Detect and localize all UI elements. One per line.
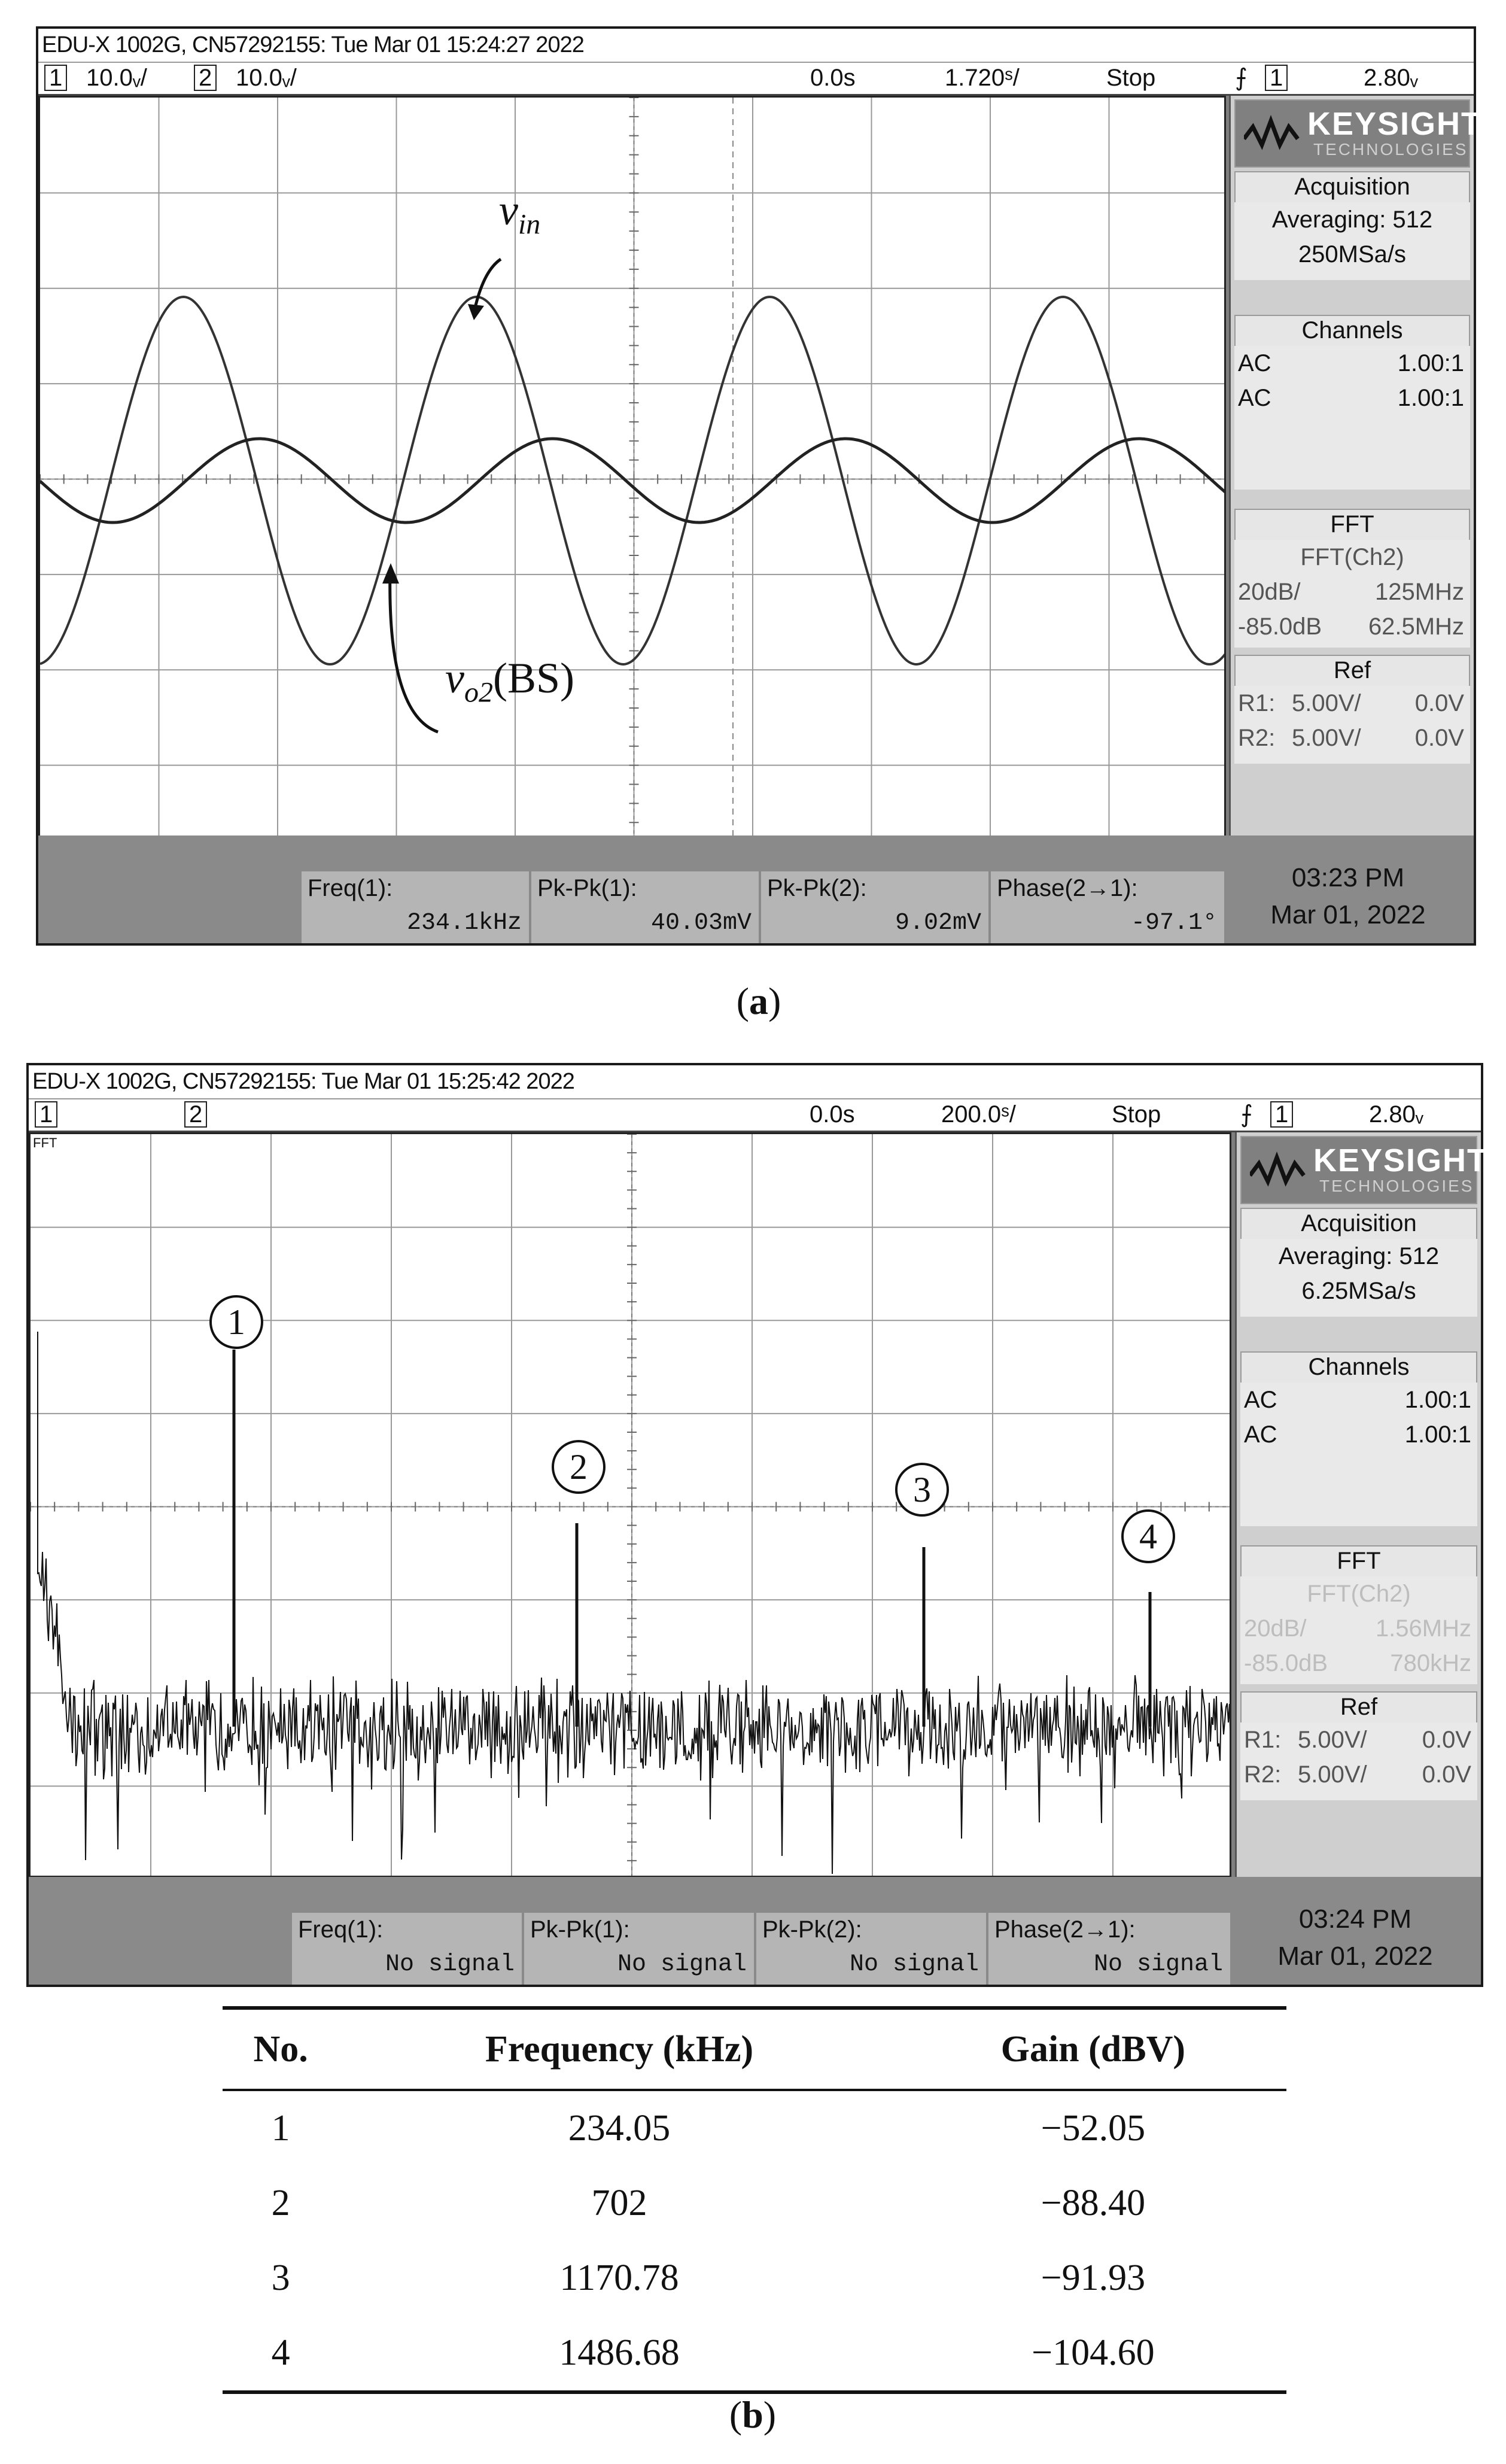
meas-freq[interactable]: Freq(1): 234.1kHz — [302, 871, 529, 943]
table-row: 4 1486.68 −104.60 — [223, 2316, 1286, 2392]
col-no: No. — [223, 2008, 339, 2090]
channels-header[interactable]: Channels — [1240, 1351, 1477, 1384]
run-state[interactable]: Stop — [1112, 1101, 1161, 1128]
oscilloscope-screen-b — [26, 1063, 1489, 1987]
time-offset: 0.0s — [810, 65, 856, 91]
col-gain: Gain (dBV) — [900, 2008, 1286, 2090]
caption-b: (b) — [729, 2393, 777, 2436]
oscilloscope-screen-a — [36, 26, 1483, 946]
table-row: 2 702 −88.40 — [271, 2183, 1146, 2223]
ref-header[interactable]: Ref — [1240, 1691, 1477, 1724]
measurement-bar — [29, 1877, 1481, 1985]
meas-pkpk1[interactable]: Pk-Pk(1): 40.03mV — [531, 871, 759, 943]
status-bar: 1 2 0.0s 200.0ˢ/ Stop ⨍ 1 2.80ᵥ — [29, 1098, 1481, 1132]
channels-body: AC 1.00:1 AC 1.00:1 — [1240, 1383, 1477, 1526]
ref-body: R1: 5.00V/ 0.0V R2: 5.00V/ 0.0V — [1240, 1722, 1477, 1800]
acq-mode: Averaging: 512 — [1271, 206, 1433, 233]
meas-phase[interactable]: Phase(2→1): No signal — [988, 1913, 1230, 1985]
meas-phase[interactable]: Phase(2→1): -97.1° — [991, 871, 1224, 943]
clock: 03:24 PM Mar 01, 2022 — [1277, 1904, 1433, 1971]
fft-marker: FFT — [33, 1135, 57, 1150]
fft-display[interactable] — [29, 1132, 1231, 1877]
acq-rate: 250MSa/s — [1298, 241, 1407, 268]
side-panel — [1235, 1132, 1489, 1877]
ref-body: R1: 5.00V/ 0.0V R2: 5.00V/ 0.0V — [1234, 686, 1470, 764]
acquisition-body — [1240, 1239, 1477, 1317]
ch2-scale: 10.0ᵥ/ — [236, 65, 297, 91]
vin-label: $v_{in}$ — [499, 186, 541, 241]
acq-mode: Averaging: 512 — [1278, 1243, 1440, 1269]
scope-title: EDU-X 1002G, CN57292155: Tue Mar 01 15:25:42 2022 — [29, 1065, 1481, 1098]
status-bar: 1 10.0ᵥ/ 2 10.0ᵥ/ 0.0s 1.720ˢ/ Stop ⨍ 1 2.80ᵥ — [38, 62, 1474, 96]
ch1-scale: 10.0ᵥ/ — [86, 65, 147, 91]
meas-pkpk1[interactable]: Pk-Pk(1): No signal — [524, 1913, 754, 1985]
fft-body: FFT(Ch2) 20dB/ 125MHz -85.0dB 62.5MHz — [1234, 540, 1470, 648]
acquisition-header[interactable]: Acquisition — [1234, 171, 1470, 203]
scope-title: EDU-X 1002G, CN57292155: Tue Mar 01 15:24:27 2022 — [38, 29, 1474, 62]
trigger-edge-icon: ⨍ — [1240, 1101, 1253, 1128]
trigger-edge-icon: ⨍ — [1235, 65, 1248, 91]
table-header-row — [223, 2008, 1286, 2090]
side-panel — [1229, 96, 1483, 859]
meas-pkpk2[interactable]: Pk-Pk(2): 9.02mV — [761, 871, 988, 943]
col-frequency: Frequency (kHz) — [339, 2008, 900, 2090]
caption-a: (a) — [736, 980, 781, 1022]
waveform-plot — [40, 98, 1226, 859]
channels-header[interactable]: Channels — [1234, 315, 1470, 347]
table-row: 1 234.05 −52.05 — [271, 2108, 1146, 2149]
measurement-bar — [38, 835, 1474, 943]
acquisition-header[interactable]: Acquisition — [1240, 1208, 1477, 1240]
acq-rate: 6.25MSa/s — [1301, 1278, 1416, 1304]
time-scale: 200.0ˢ/ — [941, 1101, 1016, 1128]
peak-marker-2: 2 — [552, 1440, 606, 1494]
harmonics-table — [223, 2006, 1286, 2394]
keysight-logo: KEYSIGHT TECHNOLOGIES — [1234, 99, 1470, 168]
meas-pkpk2[interactable]: Pk-Pk(2): No signal — [756, 1913, 986, 1985]
trigger-level: 2.80ᵥ — [1369, 1101, 1423, 1128]
time-scale: 1.720ˢ/ — [945, 65, 1020, 91]
vo2-label: $v_{o2}(BS)$ — [445, 654, 574, 709]
keysight-wave-icon — [1250, 1152, 1310, 1187]
meas-freq[interactable]: Freq(1): No signal — [292, 1913, 522, 1985]
keysight-logo: KEYSIGHT TECHNOLOGIES — [1240, 1136, 1477, 1204]
table-row: 3 1170.78 −91.93 — [271, 2258, 1146, 2298]
vin-arrowhead — [468, 304, 484, 320]
acquisition-body — [1234, 202, 1470, 280]
channels-body: AC 1.00:1 AC 1.00:1 — [1234, 346, 1470, 490]
peak-marker-4: 4 — [1121, 1509, 1175, 1563]
peak-marker-1: 1 — [209, 1295, 263, 1349]
ref-header[interactable]: Ref — [1234, 655, 1470, 687]
clock: 03:23 PM Mar 01, 2022 — [1270, 863, 1426, 929]
vo2-trace — [40, 439, 1226, 522]
run-state[interactable]: Stop — [1106, 65, 1156, 91]
fft-header[interactable]: FFT — [1234, 509, 1470, 541]
fft-body: FFT(Ch2) 20dB/ 1.56MHz -85.0dB 780kHz — [1240, 1576, 1477, 1684]
vin-arrow — [474, 259, 501, 313]
waveform-display[interactable] — [38, 96, 1226, 859]
time-offset: 0.0s — [810, 1101, 855, 1128]
trigger-level: 2.80ᵥ — [1364, 65, 1418, 91]
vin-trace — [40, 297, 1226, 664]
fft-plot — [31, 1134, 1231, 1877]
vo2-arrow — [390, 570, 438, 732]
peak-marker-3: 3 — [895, 1463, 949, 1517]
keysight-wave-icon — [1244, 115, 1304, 151]
fft-header[interactable]: FFT — [1240, 1545, 1477, 1578]
